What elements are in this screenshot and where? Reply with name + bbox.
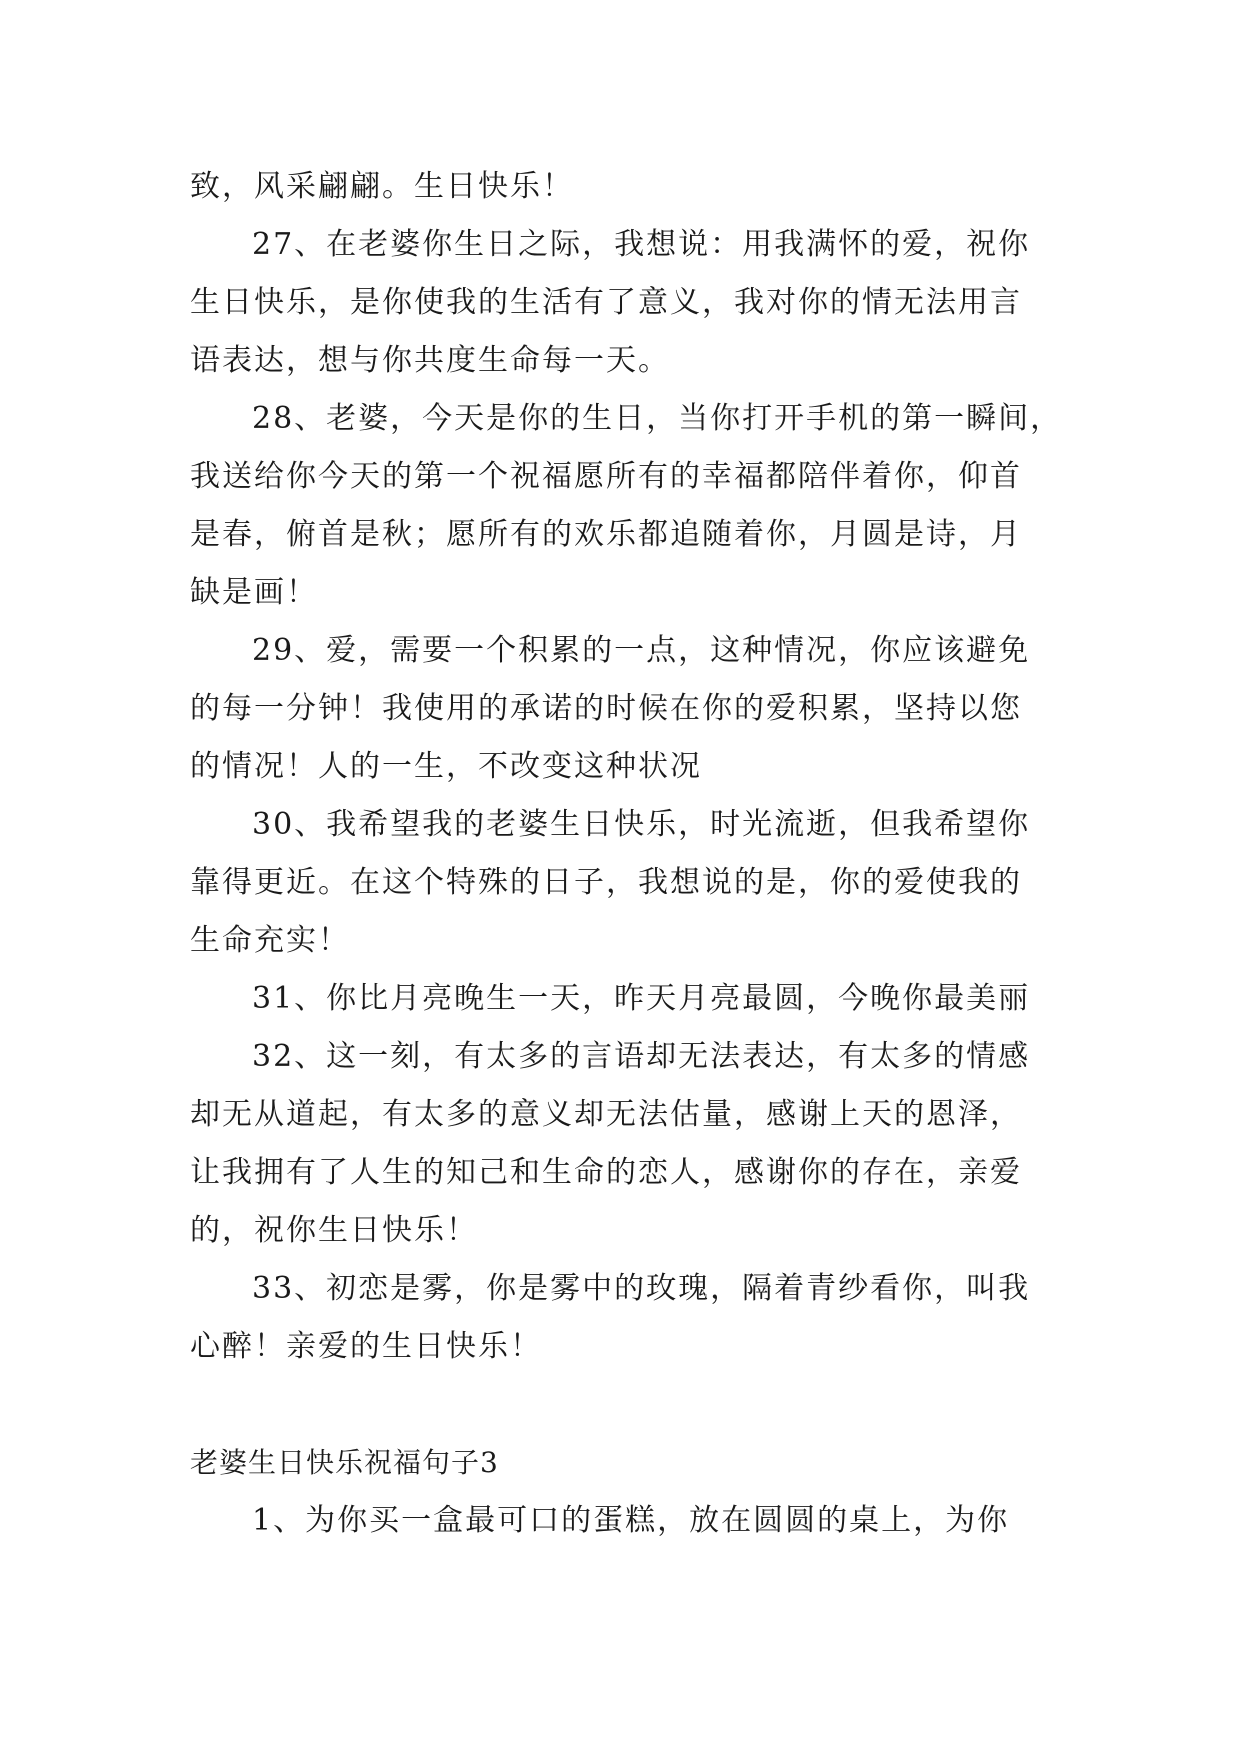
text-line: 我送给你今天的第一个祝福愿所有的幸福都陪伴着你，仰首 <box>190 459 1022 494</box>
text-line: 29、爱，需要一个积累的一点，这种情况，你应该避免 <box>252 633 1031 668</box>
text-line: 31、你比月亮晚生一天，昨天月亮最圆，今晚你最美丽 <box>252 981 1031 1016</box>
paragraph-33 <box>190 1260 1070 1376</box>
text-line: 却无从道起，有太多的意义却无法估量，感谢上天的恩泽， <box>190 1097 1022 1132</box>
text-line: 缺是画！ <box>190 575 318 610</box>
paragraph-1 <box>190 1492 1070 1550</box>
text-line: 的情况！人的一生，不改变这种状况 <box>190 749 702 784</box>
text-line: 的，祝你生日快乐！ <box>190 1213 478 1248</box>
text-line: 33、初恋是雾，你是雾中的玫瑰，隔着青纱看你，叫我 <box>252 1271 1031 1306</box>
text-line: 致，风采翩翩。生日快乐！ <box>190 169 574 204</box>
text-line: 生命充实！ <box>190 923 350 958</box>
text-line: 28、老婆，今天是你的生日，当你打开手机的第一瞬间， <box>252 401 1063 436</box>
text-line: 30、我希望我的老婆生日快乐，时光流逝，但我希望你 <box>252 807 1031 842</box>
paragraph-32 <box>190 1028 1070 1260</box>
text-line: 靠得更近。在这个特殊的日子，我想说的是，你的爱使我的 <box>190 865 1022 900</box>
text-line: 生日快乐，是你使我的生活有了意义，我对你的情无法用言 <box>190 285 1022 320</box>
paragraph-continuation <box>190 158 1070 216</box>
paragraph-27 <box>190 216 1070 390</box>
paragraph-29 <box>190 622 1070 796</box>
text-line: 心醉！亲爱的生日快乐！ <box>190 1329 542 1364</box>
paragraph-31 <box>190 970 1070 1028</box>
text-line: 1、为你买一盒最可口的蛋糕，放在圆圆的桌上，为你 <box>252 1503 1010 1538</box>
text-line: 让我拥有了人生的知己和生命的恋人，感谢你的存在，亲爱 <box>190 1155 1022 1190</box>
document-body <box>190 158 1070 1550</box>
paragraph-28 <box>190 390 1070 622</box>
section-title: 老婆生日快乐祝福句子3 <box>190 1446 499 1479</box>
text-line: 的每一分钟！我使用的承诺的时候在你的爱积累，坚持以您 <box>190 691 1022 726</box>
text-line: 是春，俯首是秋；愿所有的欢乐都追随着你，月圆是诗，月 <box>190 517 1022 552</box>
text-line: 32、这一刻，有太多的言语却无法表达，有太多的情感 <box>252 1039 1031 1074</box>
paragraph-30 <box>190 796 1070 970</box>
text-line: 27、在老婆你生日之际，我想说：用我满怀的爱，祝你 <box>252 227 1031 262</box>
text-line: 语表达，想与你共度生命每一天。 <box>190 343 670 378</box>
